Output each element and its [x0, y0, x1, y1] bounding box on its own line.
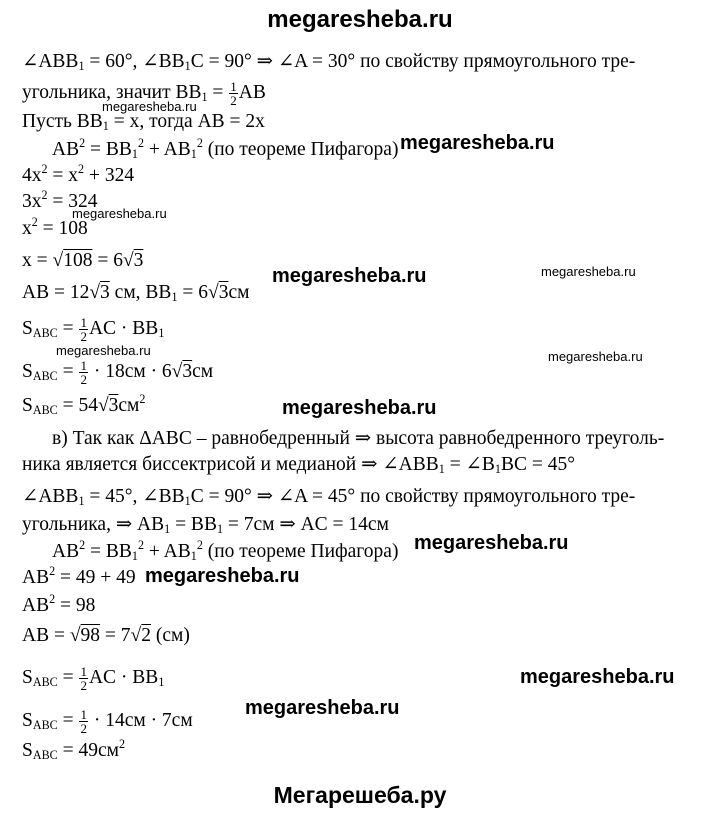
solution-line: $AB^2 = BB_1^2 + AB_1^2$ (по теореме Пифагора) [52, 136, 399, 161]
watermark: megaresheba.ru [272, 265, 427, 287]
solution-line: угольника, значит $BB_1$ = $\frac{1}{2}$ AB [22, 79, 266, 108]
solution-line: $S_{ABC} = 49см^2$ [22, 737, 125, 762]
solution-line: угольника, ⇒ $AB_1 = BB_1 = 7см$ ⇒ AC = 14см [22, 514, 389, 536]
fraction-one-half: $\frac{1}{2}$ [80, 315, 87, 344]
solution-line: x = √108 = 6√3 [22, 250, 144, 271]
watermark: megaresheba.ru [400, 132, 555, 154]
solution-line: $S_{ABC} = 54√3см^2$ [22, 392, 146, 417]
fraction-one-half: $\frac{1}{2}$ [80, 664, 87, 693]
solution-line: $AB^2 = 49 + 49$ [22, 564, 136, 588]
fraction-one-half: $\frac{1}{2}$ [230, 79, 237, 108]
solution-line: $\angle ABB_1 = 60^\circ$, $\angle BB_1C = 90^\circ$ ⇒ ∠A = 30° по свойству прямоугольного тре- [22, 51, 636, 73]
site-footer: Мегарешеба.ру [273, 782, 447, 808]
solution-line: $AB^2 = BB_1^2 + AB_1^2$ (по теореме Пифагора) [52, 538, 399, 563]
solution-line: Пусть $BB_1 = x$, тогда AB = 2x [22, 111, 265, 133]
solution-line: $S_{ABC}$ = $\frac{1}{2}$ AC · $BB_1$ [22, 315, 165, 344]
watermark: megaresheba.ru [520, 666, 675, 688]
solution-line: $4x^2 = x^2 + 324$ [22, 162, 135, 186]
watermark: megaresheba.ru [414, 532, 569, 554]
solution-line: $3x^2 = 324$ [22, 188, 98, 212]
solution-line: $S_{ABC}$ = $\frac{1}{2}$ AC · $BB_1$ [22, 664, 165, 693]
fraction-one-half: $\frac{1}{2}$ [80, 707, 87, 736]
site-header: megaresheba.ru [267, 6, 453, 33]
watermark-small: megaresheba.ru [56, 343, 151, 358]
solution-line: $AB^2 = 98$ [22, 592, 96, 616]
watermark-small: megaresheba.ru [541, 264, 636, 279]
watermark: megaresheba.ru [145, 565, 300, 587]
fraction-one-half: $\frac{1}{2}$ [80, 358, 87, 387]
watermark: megaresheba.ru [245, 697, 400, 719]
solution-line: $S_{ABC}$ = $\frac{1}{2}$ · 18см · 6√3см [22, 358, 214, 387]
solution-line: $S_{ABC}$ = $\frac{1}{2}$ · 14см · 7см [22, 707, 193, 736]
solution-line: ника является биссектрисой и медианой ⇒ $\angle ABB_1$ = $\angle B_1BC = 45^\circ$ [22, 454, 576, 476]
watermark-small: megaresheba.ru [102, 99, 197, 114]
solution-line: в) Так как ΔABC – равнобедренный ⇒ высота равнобедренного треуголь- [52, 428, 665, 449]
solution-line: AB = 12√3 см, $BB_1 = 6√3см$ [22, 282, 250, 304]
watermark-small: megaresheba.ru [72, 206, 167, 221]
solution-line: $x^2 = 108$ [22, 215, 88, 239]
solution-line: AB = √98 = 7√2 (см) [22, 625, 190, 646]
solution-line: $\angle ABB_1 = 45^\circ$, $\angle BB_1C = 90^\circ$ ⇒ ∠A = 45° по свойству прямоугольного тре- [22, 486, 636, 508]
watermark: megaresheba.ru [282, 397, 437, 419]
watermark-small: megaresheba.ru [548, 349, 643, 364]
